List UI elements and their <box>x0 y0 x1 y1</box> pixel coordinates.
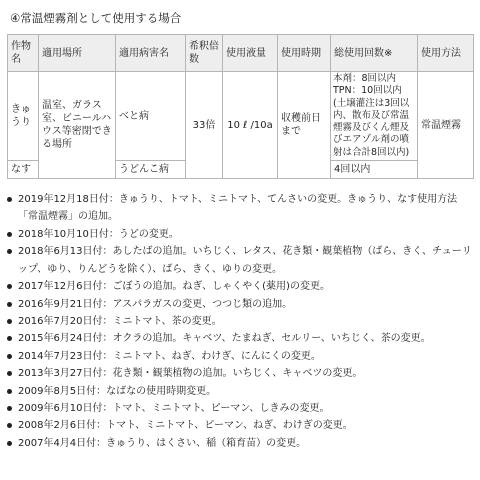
header-crop: 作物名 <box>8 35 39 72</box>
usage-table <box>7 34 474 179</box>
bullet-icon <box>7 249 12 254</box>
history-item <box>7 383 473 400</box>
history-list <box>7 191 473 452</box>
bullet-icon <box>7 232 12 237</box>
cell-location: 温室、ガラス室、ビニールハウス等密閉できる場所 <box>39 72 116 179</box>
history-item <box>7 330 473 347</box>
cell-disease: べと病 <box>116 72 186 161</box>
bullet-icon <box>7 336 12 341</box>
history-item <box>7 278 473 295</box>
history-text: 2019年12月18日付：きゅうり、トマト、ミニトマト、てんさいの変更。きゅうり、なす使用方法「常温煙霧」の追加。 <box>18 194 458 223</box>
history-text: 2014年7月23日付：ミニトマト、ねぎ、わけぎ、にんにくの変更。 <box>18 350 321 362</box>
cell-method: 常温煙霧 <box>418 72 474 179</box>
bullet-icon <box>7 319 12 324</box>
history-text: 2018年10月10日付：うどの変更。 <box>18 228 179 240</box>
cell-crop: なす <box>8 161 39 179</box>
header-method: 使用方法 <box>418 35 474 72</box>
bullet-icon <box>7 354 12 359</box>
section-title: ④常温煙霧剤として使用する場合 <box>10 11 182 25</box>
header-dilution: 希釈倍数 <box>186 35 223 72</box>
history-text: 2008年2月6日付：トマト、ミニトマト、ピーマン、ねぎ、わけぎの変更。 <box>18 420 353 432</box>
cell-total-uses: 本剤：8回以内 TPN：10回以内 (土壌灌注は3回以内、散布及び常温煙霧及びくん煙及びエアゾル剤の噴射は合計8回以内) <box>331 72 418 161</box>
bullet-icon <box>7 302 12 307</box>
history-text: 2016年7月20日付：ミニトマト、茶の変更。 <box>18 315 222 327</box>
cell-crop: きゅうり <box>8 72 39 161</box>
history-text: 2007年4月4日付：きゅうり、はくさい、稲（箱育苗）の変更。 <box>18 437 307 449</box>
history-text: 2009年6月10日付：トマト、ミニトマト、ピーマン、しきみの変更。 <box>18 402 330 414</box>
history-item <box>7 435 473 452</box>
cell-disease: うどんこ病 <box>116 161 186 179</box>
history-item <box>7 296 473 313</box>
history-text: 2015年6月24日付：オクラの追加。キャベツ、たまねぎ、セルリー、いちじく、茶の変更。 <box>18 333 431 345</box>
table-row <box>8 72 474 161</box>
header-timing: 使用時期 <box>278 35 331 72</box>
cell-amount: 10 ℓ /10a <box>223 72 278 179</box>
header-amount: 使用液量 <box>223 35 278 72</box>
bullet-icon <box>7 197 12 202</box>
history-item <box>7 400 473 417</box>
history-item <box>7 417 473 434</box>
bullet-icon <box>7 371 12 376</box>
history-text: 2018年6月13日付：あしたばの追加。いちじく、レタス、花き類・観葉植物（ばら、きく、チューリップ、ゆり、りんどうを除く）、ばら、きく、ゆりの変更。 <box>18 246 472 275</box>
history-item <box>7 191 473 226</box>
history-text: 2016年9月21日付：アスパラガスの変更、つつじ類の追加。 <box>18 298 293 310</box>
header-disease: 適用病害名 <box>116 35 186 72</box>
history-text: 2009年8月5日付：なばなの使用時期変更。 <box>18 385 217 397</box>
history-item <box>7 226 473 243</box>
history-text: 2013年3月27日付：花き類・観葉植物の追加。いちじく、キャベツの変更。 <box>18 368 363 380</box>
cell-dilution: 33倍 <box>186 72 223 179</box>
cell-total-uses: 4回以内 <box>331 161 418 179</box>
history-item <box>7 348 473 365</box>
bullet-icon <box>7 406 12 411</box>
cell-timing: 収穫前日まで <box>278 72 331 179</box>
bullet-icon <box>7 284 12 289</box>
header-location: 適用場所 <box>39 35 116 72</box>
history-item <box>7 243 473 278</box>
table-header-row <box>8 35 474 72</box>
history-text: 2017年12月6日付：ごぼうの追加。ねぎ、しゃくやく(薬用)の変更。 <box>18 281 330 293</box>
history-item <box>7 313 473 330</box>
history-item <box>7 365 473 382</box>
bullet-icon <box>7 423 12 428</box>
header-total-uses: 総使用回数※ <box>331 35 418 72</box>
bullet-icon <box>7 389 12 394</box>
bullet-icon <box>7 441 12 446</box>
